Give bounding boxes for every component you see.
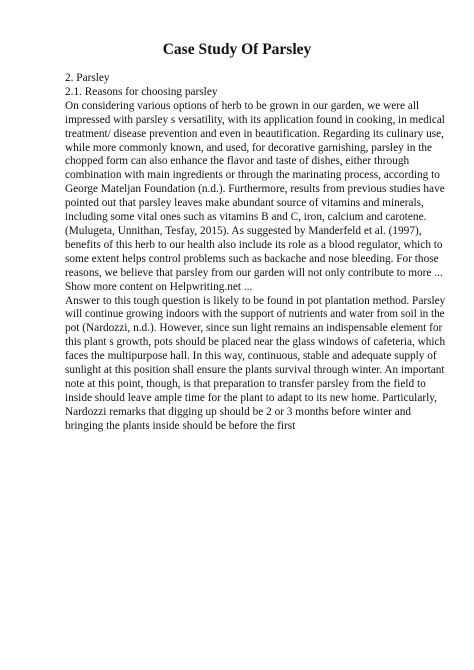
text-line: note at this point, though, is that preparation to transfer parsley from the field to [65,377,426,390]
text-line: Nardozzi remarks that digging up should be 2 or 3 months before winter and [65,405,412,418]
text-line: pointed out that parsley leaves make abundant source of vitamins and minerals, [65,197,424,210]
text-line: pot (Nardozzi, n.d.). However, since sun light remains an indispensable element for [65,322,443,335]
text-line: inside should leave ample time for the plant to adapt to its new home. Particularly, [65,391,437,404]
section-heading: 2. Parsley [65,72,110,84]
text-line: On considering various options of herb to be grown in our garden, we were all [65,99,420,112]
text-line: some extent helps control problems such as backache and nose bleeding. For those [65,252,439,265]
text-line: reasons, we believe that parsley from our garden will not only contribute to more ... [65,266,443,279]
text-line: faces the multipurpose hall. In this way, continuous, stable and adequate supply of [65,350,437,363]
text-line: Answer to this tough question is likely to be found in pot plantation method. Parsley [65,294,446,307]
text-line: chopped form can also enhance the flavor and taste of dishes, either through [65,155,410,168]
text-line: combination with main ingredients or through the marinating process, according to [65,169,440,182]
text-line: George Mateljan Foundation (n.d.). Furthermore, results from previous studies have [65,183,445,196]
text-line: sunlight at this position shall ensure the plants survival through winter. An important [65,364,445,377]
text-line: (Mulugeta, Unnithan, Tesfay, 2015). As suggested by Manderfeld et al. (1997), [65,224,422,237]
text-line: this plant s growth, pots should be placed near the glass windows of cafeteria, which [65,336,446,349]
text-line: benefits of this herb to our health also include its role as a blood regulator, which to [65,238,443,251]
text-line: will continue growing indoors with the support of nutrients and water from soil in the [65,308,445,321]
text-line: treatment/ disease prevention and even in beautification. Regarding its culinary use, [65,127,444,140]
text-line: impressed with parsley s versatility, with its application found in cooking, in medical [65,113,445,126]
document-body [65,72,445,434]
show-more-text: Show more content on Helpwriting.net ... [65,280,253,293]
text-line: bringing the plants inside should be before the first [65,419,296,432]
text-line: including some vital ones such as vitamins B and C, iron, calcium and carotene. [65,211,427,224]
subsection-heading: 2.1. Reasons for choosing parsley [65,85,218,98]
text-line: while more commonly known, and used, for decorative garnishing, parsley in the [65,141,433,154]
document-title: Case Study Of Parsley [162,41,312,58]
